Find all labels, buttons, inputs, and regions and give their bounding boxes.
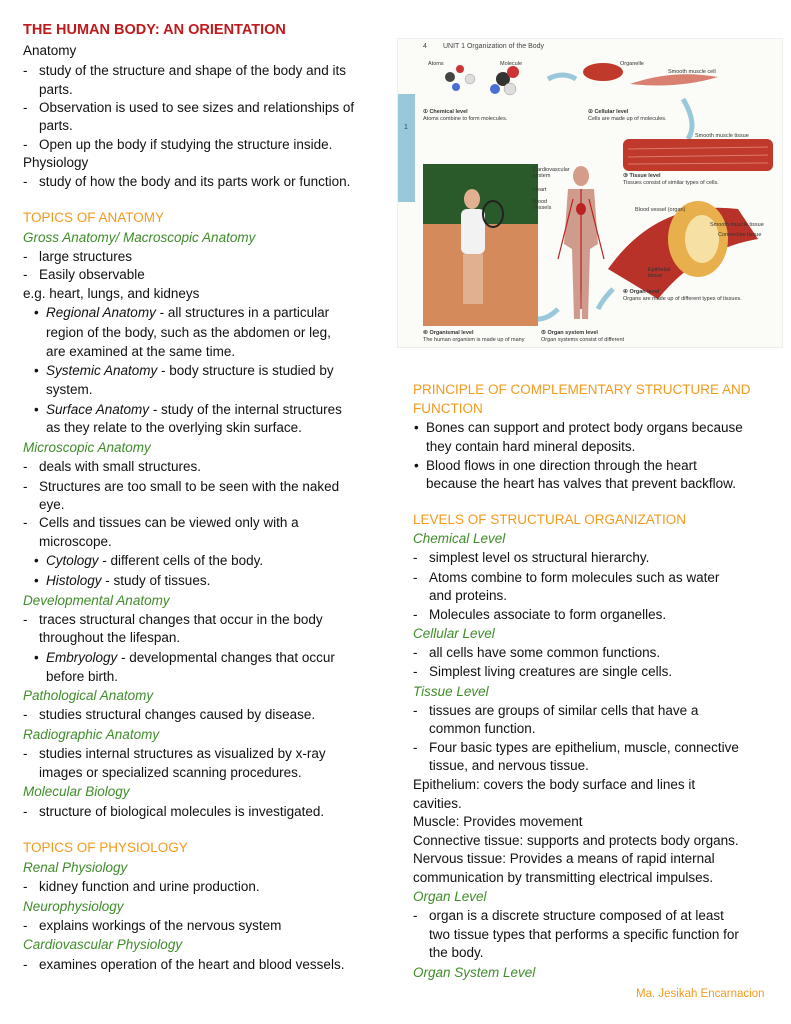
note-line: Muscle: Provides movement xyxy=(413,814,583,829)
arrow xyxy=(548,75,576,79)
term: Cytology xyxy=(46,553,99,568)
dash: - xyxy=(23,804,28,819)
note-line: Nervous tissue: Provides a means of rapid internal xyxy=(413,851,715,866)
list-item: eye. xyxy=(39,497,65,512)
list-item: studies structural changes caused by disease. xyxy=(39,707,316,722)
figure-label: Organ systems consist of different xyxy=(541,337,625,343)
list-item: the body. xyxy=(429,945,484,960)
section-heading: TOPICS OF PHYSIOLOGY xyxy=(23,840,188,855)
definition: - different cells of the body. xyxy=(98,553,264,568)
organelle xyxy=(583,63,623,81)
figure-label: Blood vessel (organ) xyxy=(635,207,686,213)
tab-number: 1 xyxy=(404,124,408,131)
subheading: Renal Physiology xyxy=(23,860,128,875)
player-shirt xyxy=(461,209,485,254)
definition: - body structure is studied by xyxy=(157,363,334,378)
term: Histology xyxy=(46,573,102,588)
figure-level-label: ⑤ Organ system level xyxy=(541,330,598,336)
term: Embryology xyxy=(46,650,118,665)
embryology-line xyxy=(46,648,335,667)
dash: - xyxy=(23,479,28,494)
figure-label: Tissues consist of similar types of cells. xyxy=(623,180,719,186)
subheading: Neurophysiology xyxy=(23,899,124,914)
bullet: • xyxy=(414,420,419,435)
subheading: Microscopic Anatomy xyxy=(23,440,151,455)
dash: - xyxy=(23,918,28,933)
smooth-muscle-cell xyxy=(630,74,718,85)
regional-line: are examined at the same time. xyxy=(46,344,236,359)
dash: - xyxy=(413,664,418,679)
subheading: Organ Level xyxy=(413,889,487,904)
figure-header: UNIT 1 Organization of the Body xyxy=(443,43,545,50)
anatomy-point: study of the structure and shape of the body and its xyxy=(39,63,346,78)
figure-label: Organs are made up of different types of tissues. xyxy=(623,296,742,302)
term: Regional Anatomy xyxy=(46,305,156,320)
anatomy-point: Observation is used to see sizes and relationships of xyxy=(39,100,355,115)
body-head xyxy=(573,166,589,186)
anatomy-heading: Anatomy xyxy=(23,43,77,58)
figure-label: Heart xyxy=(533,187,547,193)
dash: - xyxy=(23,879,28,894)
list-item: kidney function and urine production. xyxy=(39,879,260,894)
list-item: Easily observable xyxy=(39,267,145,282)
list-item: Bones can support and protect body organs because xyxy=(426,420,743,435)
figure-label: Smooth muscle cell xyxy=(668,69,716,75)
figure-label: Atoms xyxy=(428,61,444,67)
list-item: throughout the lifespan. xyxy=(39,630,181,645)
dash: - xyxy=(23,612,28,627)
levels-of-organization-figure xyxy=(397,38,783,348)
dash: - xyxy=(23,63,28,78)
subheading: Organ System Level xyxy=(413,965,536,980)
list-item: Atoms combine to form molecules such as water xyxy=(429,570,720,585)
anatomy-point: parts. xyxy=(39,118,73,133)
dash: - xyxy=(23,957,28,972)
systemic-line: system. xyxy=(46,382,93,397)
dash: - xyxy=(413,703,418,718)
surface-line: as they relate to the overlying skin surface. xyxy=(46,420,302,435)
subheading: Chemical Level xyxy=(413,531,506,546)
figure-label: Blood vessels xyxy=(533,199,552,211)
atom xyxy=(445,72,455,82)
list-item: deals with small structures. xyxy=(39,459,202,474)
list-item: tissues are groups of similar cells that have a xyxy=(429,703,699,718)
list-item: traces structural changes that occur in the body xyxy=(39,612,323,627)
list-item: Four basic types are epithelium, muscle, connective xyxy=(429,740,739,755)
dash: - xyxy=(23,707,28,722)
arrow xyxy=(598,289,613,309)
bullet: • xyxy=(34,363,39,378)
note-line: cavities. xyxy=(413,796,462,811)
list-item: two tissue types that performs a specific function for xyxy=(429,927,739,942)
list-item: tissue, and nervous tissue. xyxy=(429,758,589,773)
bullet: • xyxy=(34,553,39,568)
regional-line: region of the body, such as the abdomen or leg, xyxy=(46,325,331,340)
atom xyxy=(465,74,475,84)
dash: - xyxy=(413,908,418,923)
subheading: Tissue Level xyxy=(413,684,489,699)
dash: - xyxy=(23,515,28,530)
surface-line xyxy=(46,400,342,419)
dash: - xyxy=(23,137,28,152)
figure-label: Cardiovascular system xyxy=(533,167,570,179)
dash: - xyxy=(413,607,418,622)
figure-label: The human organism is made up of many xyxy=(423,337,525,343)
figure-page-number: 4 xyxy=(423,43,427,50)
term: Surface Anatomy xyxy=(46,402,150,417)
dash: - xyxy=(23,459,28,474)
subheading: Cardiovascular Physiology xyxy=(23,937,183,952)
list-item: common function. xyxy=(429,721,536,736)
subheading: Radiographic Anatomy xyxy=(23,727,160,742)
physiology-heading: Physiology xyxy=(23,155,89,170)
list-item: explains workings of the nervous system xyxy=(39,918,282,933)
figure-level-label: ④ Organ level xyxy=(623,289,660,295)
bullet: • xyxy=(34,650,39,665)
dash: - xyxy=(413,550,418,565)
figure-level-label: ② Cellular level xyxy=(588,109,629,115)
example-text: e.g. heart, lungs, and kidneys xyxy=(23,286,200,301)
heart-drawing xyxy=(576,203,586,215)
bullet: • xyxy=(34,402,39,417)
figure-label: Smooth muscle tissue xyxy=(695,133,749,139)
section-heading: FUNCTION xyxy=(413,401,483,416)
subheading: Developmental Anatomy xyxy=(23,593,170,608)
dash: - xyxy=(413,740,418,755)
figure-label: Smooth muscle tissue xyxy=(710,222,764,228)
systemic-line xyxy=(46,361,334,380)
dash: - xyxy=(23,174,28,189)
note-line: Epithelium: covers the body surface and lines it xyxy=(413,777,696,792)
section-heading: TOPICS OF ANATOMY xyxy=(23,210,165,225)
atom xyxy=(452,83,460,91)
author-footer: Ma. Jesikah Encarnacion xyxy=(636,988,765,1000)
histology-line xyxy=(46,571,210,590)
definition: - developmental changes that occur xyxy=(117,650,335,665)
physiology-point: study of how the body and its parts work or function. xyxy=(39,174,351,189)
figure-level-label: ⑥ Organismal level xyxy=(423,330,474,336)
dash: - xyxy=(23,267,28,282)
figure-label: Organelle xyxy=(620,61,644,67)
molecule xyxy=(507,66,519,78)
list-item: Simplest living creatures are single cells. xyxy=(429,664,673,679)
anatomy-point: Open up the body if studying the structure inside. xyxy=(39,137,333,152)
list-item: Cells and tissues can be viewed only with a xyxy=(39,515,299,530)
atom xyxy=(456,65,464,73)
list-item: organ is a discrete structure composed of at least xyxy=(429,908,724,923)
dash: - xyxy=(23,746,28,761)
molecule xyxy=(490,84,500,94)
arrow xyxy=(683,99,692,139)
list-item: Structures are too small to be seen with the naked xyxy=(39,479,340,494)
figure-label: Cells are made up of molecules. xyxy=(588,116,667,122)
bullet: • xyxy=(34,305,39,320)
dash: - xyxy=(23,249,28,264)
figure-label: Atoms combine to form molecules. xyxy=(423,116,508,122)
list-item: large structures xyxy=(39,249,133,264)
list-item: simplest level os structural hierarchy. xyxy=(429,550,650,565)
figure-label: Molecule xyxy=(500,61,523,67)
subheading: Gross Anatomy/ Macroscopic Anatomy xyxy=(23,230,256,245)
figure-label: Epithelial tissue xyxy=(648,267,671,279)
definition: - study of the internal structures xyxy=(149,402,342,417)
bullet: • xyxy=(34,573,39,588)
list-item: they contain hard mineral deposits. xyxy=(426,439,636,454)
subheading: Pathological Anatomy xyxy=(23,688,154,703)
section-heading: PRINCIPLE OF COMPLEMENTARY STRUCTURE AND xyxy=(413,382,751,397)
bullet: • xyxy=(414,458,419,473)
subheading: Molecular Biology xyxy=(23,784,130,799)
note-line: Connective tissue: supports and protects body organs. xyxy=(413,833,739,848)
section-heading: LEVELS OF STRUCTURAL ORGANIZATION xyxy=(413,512,687,527)
arrow xyxy=(538,309,558,319)
list-item: and proteins. xyxy=(429,588,508,603)
figure-level-label: ① Chemical level xyxy=(423,109,468,115)
figure-label: Connective tissue xyxy=(718,232,762,238)
term: Systemic Anatomy xyxy=(46,363,158,378)
cytology-line xyxy=(46,551,263,570)
list-item: structure of biological molecules is investigated. xyxy=(39,804,325,819)
embryology-line: before birth. xyxy=(46,669,119,684)
definition: - study of tissues. xyxy=(101,573,211,588)
list-item: Molecules associate to form organelles. xyxy=(429,607,667,622)
player-head xyxy=(464,189,480,209)
figure-level-label: ③ Tissue level xyxy=(623,173,661,179)
regional-line xyxy=(46,303,329,322)
list-item: all cells have some common functions. xyxy=(429,645,661,660)
list-item: because the heart has valves that prevent backflow. xyxy=(426,476,736,491)
page-title: THE HUMAN BODY: AN ORIENTATION xyxy=(23,22,286,38)
anatomy-point: parts. xyxy=(39,82,73,97)
dash: - xyxy=(413,645,418,660)
dash: - xyxy=(413,570,418,585)
player-legs xyxy=(463,254,483,304)
list-item: studies internal structures as visualized by x-ray xyxy=(39,746,326,761)
list-item: examines operation of the heart and blood vessels. xyxy=(39,957,345,972)
list-item: Blood flows in one direction through the heart xyxy=(426,458,697,473)
list-item: images or specialized scanning procedures. xyxy=(39,765,302,780)
list-item: microscope. xyxy=(39,534,112,549)
definition: - all structures in a particular xyxy=(155,305,330,320)
dash: - xyxy=(23,100,28,115)
note-line: communication by transmitting electrical impulses. xyxy=(413,870,714,885)
subheading: Cellular Level xyxy=(413,626,495,641)
molecule xyxy=(504,83,516,95)
